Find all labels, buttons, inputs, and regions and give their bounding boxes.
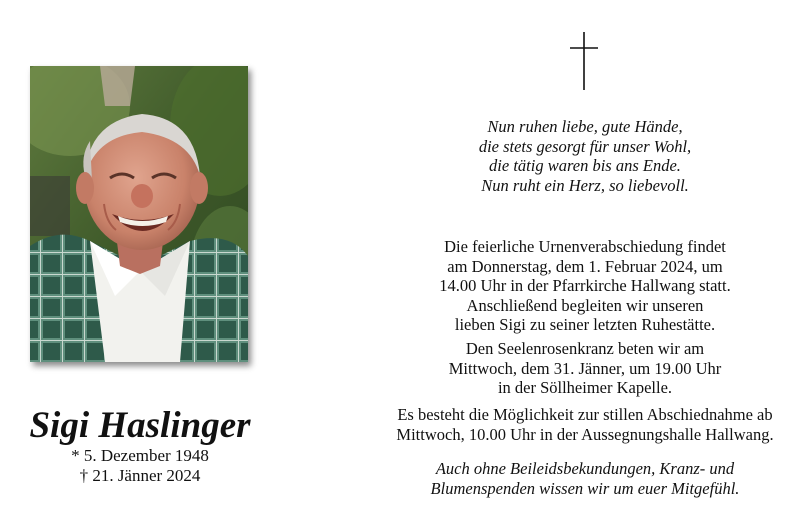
closing-line: Auch ohne Beileidsbekundungen, Kranz- und (435, 459, 735, 478)
farewell-line: Es besteht die Möglichkeit zur stillen Abschiednahme ab (397, 405, 773, 424)
death-date: † 21. Jänner 2024 (79, 466, 201, 485)
farewell-paragraph (380, 405, 790, 444)
deceased-name: Sigi Haslinger (29, 405, 251, 446)
funeral-line: 14.00 Uhr in der Pfarrkirche Hallwang statt. (439, 276, 731, 295)
funeral-line: Die feierliche Urnenverabschiedung findet (444, 237, 726, 256)
rosary-line: in der Söllheimer Kapelle. (497, 378, 673, 397)
closing-line: Blumenspenden wissen wir um euer Mitgefühl. (430, 478, 740, 498)
poem-line: Nun ruht ein Herz, so liebevoll. (481, 175, 689, 195)
poem-line: die stets gesorgt für unser Wohl, (478, 136, 692, 156)
rosary-paragraph (380, 339, 790, 398)
funeral-paragraph (380, 237, 790, 335)
rosary-line: Den Seelenrosenkranz beten wir am (465, 339, 705, 358)
rosary-line: Mittwoch, dem 31. Jänner, um 19.00 Uhr (448, 358, 722, 378)
poem-line: die tätig waren bis ans Ende. (489, 156, 681, 175)
funeral-line: am Donnerstag, dem 1. Februar 2024, um (447, 256, 723, 276)
farewell-line: Mittwoch, 10.00 Uhr in der Aussegnungshalle Hallwang. (396, 424, 774, 444)
funeral-line: lieben Sigi zu seiner letzten Ruhestätte. (454, 315, 716, 334)
portrait-photo (30, 66, 248, 362)
birth-date: * 5. Dezember 1948 (71, 446, 209, 465)
memorial-poem (380, 117, 790, 195)
closing-paragraph (380, 459, 790, 498)
cross-icon (569, 32, 599, 90)
poem-line: Nun ruhen liebe, gute Hände, (487, 117, 683, 136)
life-dates (20, 446, 260, 486)
funeral-line: Anschließend begleiten wir unseren (466, 295, 704, 315)
